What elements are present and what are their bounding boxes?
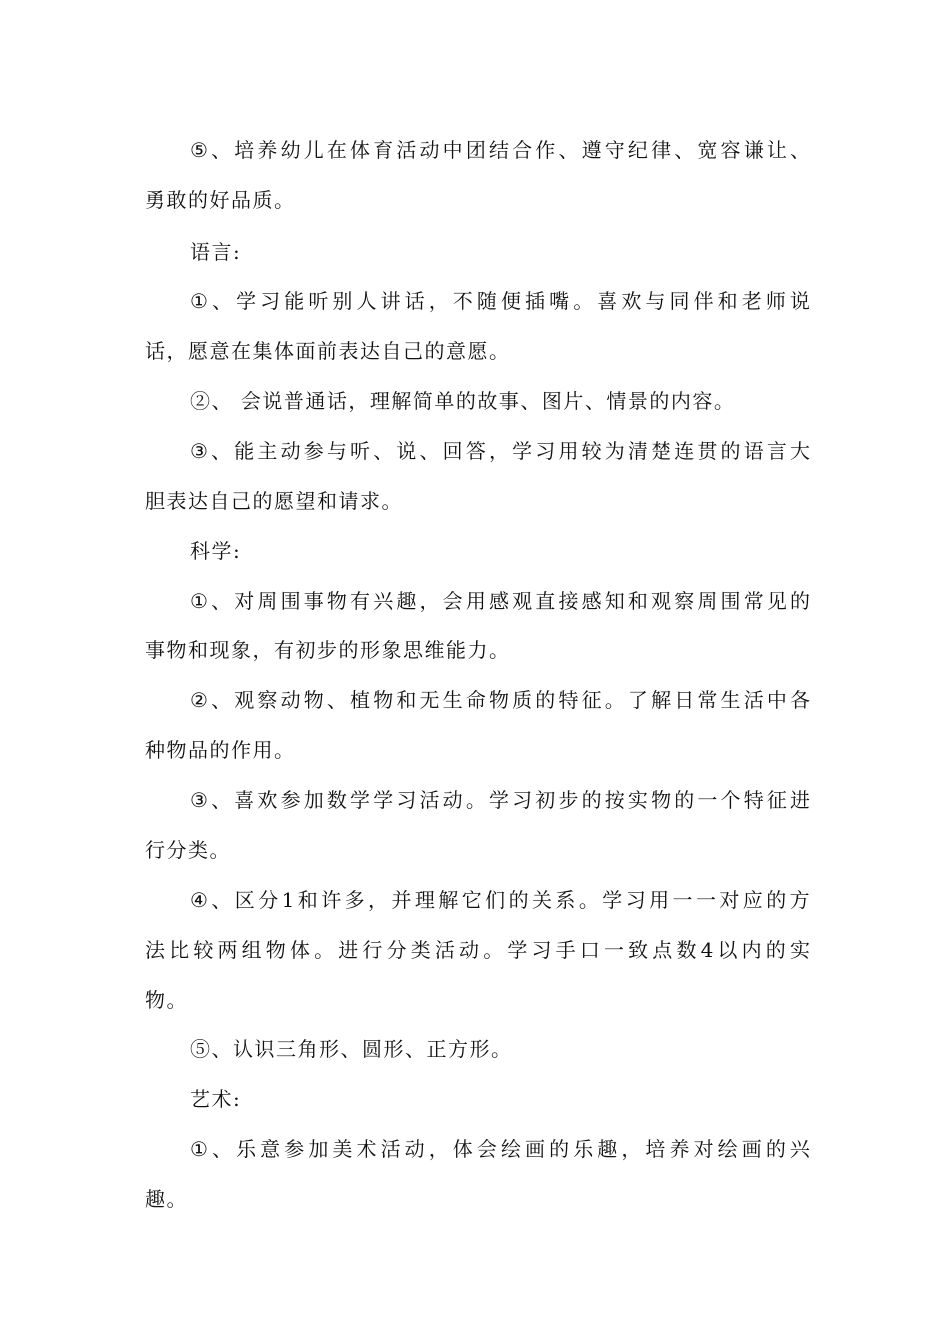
text-glyph: 守 <box>604 138 625 162</box>
text-glyph: 周 <box>697 589 718 613</box>
text-glyph: 特 <box>743 788 764 812</box>
text-glyph: 的 <box>790 589 810 613</box>
text-glyph: 解 <box>438 888 459 912</box>
text-glyph: 伴 <box>693 289 714 313</box>
text-glyph: 对 <box>693 1137 714 1161</box>
text-glyph: 常 <box>743 589 764 613</box>
text-glyph: 结 <box>488 138 509 162</box>
text-glyph: 进 <box>338 938 359 962</box>
text-glyph: 系 <box>555 888 576 912</box>
text-glyph: 中 <box>442 138 463 162</box>
text-glyph: 活 <box>396 138 417 162</box>
text-glyph: 了 <box>627 688 648 712</box>
text-glyph: 学 <box>350 788 371 812</box>
text-glyph: 言 <box>766 439 787 463</box>
text-glyph: 体 <box>289 938 310 962</box>
text-glyph: 便 <box>500 289 521 313</box>
text-glyph: 幼 <box>280 138 301 162</box>
text-glyph: 、 <box>211 888 232 912</box>
text-glyph: 致 <box>628 938 649 962</box>
text-glyph: 解 <box>651 688 672 712</box>
text-glyph: 直 <box>535 589 556 613</box>
text-glyph: 周 <box>257 589 278 613</box>
text-glyph: ② <box>190 688 208 712</box>
text-glyph: 感 <box>488 589 509 613</box>
text-glyph: 知 <box>604 589 625 613</box>
text-glyph: 物 <box>326 589 347 613</box>
text-glyph: 法 <box>145 938 165 962</box>
text-glyph: 。 <box>578 888 599 912</box>
text-glyph: 习 <box>535 439 556 463</box>
text-glyph: 宽 <box>697 138 718 162</box>
text-glyph: 楚 <box>651 439 672 463</box>
text-glyph: 。 <box>314 938 335 962</box>
text-glyph: 动 <box>280 688 301 712</box>
text-glyph: 说 <box>396 439 417 463</box>
text-glyph: 按 <box>604 788 625 812</box>
text-glyph: 动 <box>280 439 301 463</box>
text-glyph: 的 <box>674 788 695 812</box>
paragraph-line: 趣。 <box>145 1187 188 1211</box>
text-glyph: 动 <box>419 138 440 162</box>
text-glyph: 常 <box>697 688 718 712</box>
paragraph-line: ②、 会说普通话，理解简单的故事、图片、情景的内容。 <box>190 389 736 413</box>
text-glyph: 生 <box>442 688 463 712</box>
text-glyph: 绘 <box>500 1137 521 1161</box>
text-glyph: 的 <box>581 788 602 812</box>
text-glyph: 培 <box>234 138 255 162</box>
text-glyph: 、 <box>211 688 232 712</box>
text-glyph: 作 <box>535 138 556 162</box>
text-glyph: 参 <box>284 1137 305 1161</box>
paragraph-line: ⑤、认识三角形、圆形、正方形。 <box>190 1037 513 1061</box>
text-glyph: 实 <box>789 938 810 962</box>
text-glyph: 兴 <box>373 589 394 613</box>
text-glyph: 动 <box>459 938 480 962</box>
text-glyph: 数 <box>676 938 697 962</box>
text-glyph: 物 <box>373 688 394 712</box>
text-glyph: 的 <box>720 439 741 463</box>
text-glyph: 一 <box>672 888 693 912</box>
text-glyph: ④ <box>190 888 208 912</box>
text-glyph: 物 <box>488 688 509 712</box>
text-glyph: ① <box>190 289 208 313</box>
text-glyph: 。 <box>573 289 594 313</box>
section-heading-art: 艺术: <box>190 1087 242 1111</box>
text-glyph: 趣 <box>396 589 417 613</box>
text-glyph: 区 <box>234 888 255 912</box>
text-glyph: 主 <box>257 439 278 463</box>
text-glyph: 围 <box>720 589 741 613</box>
text-glyph: 兴 <box>789 1137 810 1161</box>
text-glyph: ③ <box>190 788 208 812</box>
paragraph-line: 种物品的作用。 <box>145 738 296 762</box>
text-glyph: 多 <box>344 888 365 912</box>
paragraph-line: 事物和现象，有初步的形象思维能力。 <box>145 638 511 662</box>
text-glyph: 类 <box>410 938 431 962</box>
text-glyph: 习 <box>260 289 281 313</box>
text-glyph: ， <box>428 1137 449 1161</box>
text-glyph: 围 <box>280 589 301 613</box>
paragraph-line <box>190 289 810 313</box>
text-glyph: ③ <box>190 439 208 463</box>
text-glyph: 、 <box>211 138 232 162</box>
text-glyph: 和 <box>717 289 738 313</box>
text-glyph: 养 <box>257 138 278 162</box>
text-glyph: 分 <box>386 938 407 962</box>
text-glyph: 大 <box>790 439 810 463</box>
text-glyph: 中 <box>766 688 787 712</box>
text-glyph: 容 <box>720 138 741 162</box>
text-glyph: 参 <box>280 788 301 812</box>
text-glyph: 步 <box>558 788 579 812</box>
text-glyph: 能 <box>234 439 255 463</box>
text-glyph: 观 <box>651 589 672 613</box>
text-glyph: 人 <box>356 289 377 313</box>
text-glyph: 生 <box>720 688 741 712</box>
paragraph-line <box>190 138 810 162</box>
text-glyph: 欢 <box>257 788 278 812</box>
text-glyph: 学 <box>507 938 528 962</box>
text-glyph: 育 <box>373 138 394 162</box>
text-glyph: 以 <box>717 938 738 962</box>
text-glyph: 口 <box>579 938 600 962</box>
text-glyph: 关 <box>532 888 552 912</box>
paragraph-line <box>190 688 810 712</box>
text-glyph: 它 <box>461 888 482 912</box>
text-glyph: 察 <box>257 688 278 712</box>
paragraph-line <box>190 1137 810 1161</box>
text-glyph: 美 <box>332 1137 353 1161</box>
text-glyph: 的 <box>535 688 556 712</box>
text-glyph: 比 <box>169 938 190 962</box>
text-glyph: 嘴 <box>549 289 570 313</box>
text-glyph: 对 <box>234 589 255 613</box>
text-glyph: 分 <box>258 888 279 912</box>
paragraph-line: 物。 <box>145 988 188 1012</box>
paragraph-line: 勇敢的好品质。 <box>145 188 296 212</box>
text-glyph: 手 <box>555 938 576 962</box>
text-glyph: 的 <box>766 888 787 912</box>
text-glyph: 参 <box>303 439 324 463</box>
text-glyph: 学 <box>488 788 509 812</box>
text-glyph: 乐 <box>573 1137 594 1161</box>
text-glyph: 日 <box>674 688 695 712</box>
text-glyph: 听 <box>308 289 329 313</box>
text-glyph: 在 <box>326 138 347 162</box>
text-glyph: 和 <box>396 688 417 712</box>
text-glyph: 物 <box>265 938 286 962</box>
text-glyph: 回 <box>442 439 463 463</box>
text-glyph: ， <box>621 1137 642 1161</box>
text-glyph: 老 <box>741 289 762 313</box>
text-glyph: 较 <box>193 938 214 962</box>
text-glyph: 合 <box>512 138 533 162</box>
text-glyph: 活 <box>434 938 455 962</box>
text-glyph: 的 <box>765 1137 786 1161</box>
text-glyph: 察 <box>674 589 695 613</box>
text-glyph: 一 <box>697 788 718 812</box>
text-glyph: 、 <box>373 439 394 463</box>
text-glyph: 感 <box>581 589 602 613</box>
text-glyph: 并 <box>391 888 412 912</box>
text-glyph: 为 <box>604 439 625 463</box>
text-glyph: 的 <box>549 1137 570 1161</box>
text-glyph: 能 <box>284 289 305 313</box>
text-glyph: 加 <box>303 788 324 812</box>
text-glyph: 接 <box>558 589 579 613</box>
text-glyph: 插 <box>525 289 546 313</box>
text-glyph: 征 <box>766 788 787 812</box>
text-glyph: 学 <box>373 788 394 812</box>
text-glyph: 1 <box>281 888 295 912</box>
text-glyph: 体 <box>350 138 371 162</box>
text-glyph: 动 <box>404 1137 425 1161</box>
text-glyph: 一 <box>695 888 716 912</box>
text-glyph: 习 <box>512 788 533 812</box>
text-glyph: 绘 <box>717 1137 738 1161</box>
text-glyph: 画 <box>525 1137 546 1161</box>
text-glyph: 、 <box>558 138 579 162</box>
text-glyph: 趣 <box>597 1137 618 1161</box>
text-glyph: 加 <box>308 1137 329 1161</box>
text-glyph: 事 <box>303 589 324 613</box>
text-glyph: 习 <box>531 938 552 962</box>
text-glyph: 有 <box>350 589 371 613</box>
text-glyph: 动 <box>442 788 463 812</box>
text-glyph: 许 <box>321 888 342 912</box>
paragraph-line: 行分类。 <box>145 838 231 862</box>
text-glyph: 物 <box>651 788 672 812</box>
text-glyph: ， <box>428 289 449 313</box>
text-glyph: 们 <box>485 888 506 912</box>
text-glyph: 乐 <box>236 1137 257 1161</box>
text-glyph: 对 <box>719 888 740 912</box>
text-glyph: ⑤ <box>190 138 208 162</box>
text-glyph: 学 <box>602 888 623 912</box>
text-glyph: 植 <box>350 688 371 712</box>
section-heading-language: 语言: <box>190 240 242 264</box>
paragraph-line <box>190 589 810 613</box>
text-glyph: 用 <box>558 439 579 463</box>
paragraph-line <box>145 938 810 962</box>
text-glyph: 意 <box>260 1137 281 1161</box>
paragraph-line: 话，愿意在集体面前表达自己的意愿。 <box>145 339 511 363</box>
text-glyph: 随 <box>476 289 497 313</box>
text-glyph: 术 <box>356 1137 377 1161</box>
text-glyph: 团 <box>465 138 486 162</box>
text-glyph: 别 <box>332 289 353 313</box>
text-glyph: 4 <box>700 938 714 962</box>
text-glyph: 、 <box>674 138 695 162</box>
text-glyph: 同 <box>669 289 690 313</box>
text-glyph: 儿 <box>303 138 324 162</box>
text-glyph: 观 <box>512 589 533 613</box>
text-glyph: 应 <box>742 888 763 912</box>
text-glyph: 个 <box>720 788 741 812</box>
text-glyph: 习 <box>396 788 417 812</box>
text-glyph: 说 <box>789 289 810 313</box>
text-glyph: 。 <box>604 688 625 712</box>
text-glyph: 律 <box>651 138 672 162</box>
text-glyph: 语 <box>743 439 764 463</box>
text-glyph: 、 <box>211 439 232 463</box>
text-glyph: 连 <box>674 439 695 463</box>
text-glyph: 不 <box>452 289 473 313</box>
text-glyph: 习 <box>625 888 646 912</box>
section-heading-science: 科学: <box>190 539 242 563</box>
text-glyph: 实 <box>627 788 648 812</box>
text-glyph: 征 <box>581 688 602 712</box>
text-glyph: 用 <box>649 888 670 912</box>
text-glyph: 各 <box>790 688 810 712</box>
text-glyph: 方 <box>789 888 810 912</box>
text-glyph: 、 <box>211 589 232 613</box>
text-glyph: 一 <box>603 938 624 962</box>
text-glyph: 。 <box>465 788 486 812</box>
text-glyph: 让 <box>766 138 787 162</box>
text-glyph: 会 <box>476 1137 497 1161</box>
text-glyph: 学 <box>512 439 533 463</box>
text-glyph: 的 <box>508 888 529 912</box>
text-glyph: 进 <box>790 788 810 812</box>
text-glyph: 会 <box>442 589 463 613</box>
text-glyph: 点 <box>652 938 673 962</box>
text-glyph: 初 <box>535 788 556 812</box>
text-glyph: 、 <box>326 688 347 712</box>
text-glyph: 两 <box>217 938 238 962</box>
text-glyph: 学 <box>236 289 257 313</box>
text-glyph: 答 <box>465 439 486 463</box>
text-glyph: 和 <box>627 589 648 613</box>
text-glyph: 与 <box>645 289 666 313</box>
text-glyph: 特 <box>558 688 579 712</box>
text-glyph: 养 <box>669 1137 690 1161</box>
paragraph-line <box>190 888 810 912</box>
text-glyph: 画 <box>741 1137 762 1161</box>
text-glyph: 欢 <box>621 289 642 313</box>
text-glyph: 与 <box>326 439 347 463</box>
text-glyph: 的 <box>765 938 786 962</box>
paragraph-line <box>190 439 810 463</box>
text-glyph: 和 <box>297 888 318 912</box>
text-glyph: 较 <box>581 439 602 463</box>
text-glyph: 数 <box>326 788 347 812</box>
text-glyph: 遵 <box>581 138 602 162</box>
text-glyph: 观 <box>234 688 255 712</box>
text-glyph: 理 <box>414 888 435 912</box>
text-glyph: 讲 <box>380 289 401 313</box>
text-glyph: 、 <box>790 138 810 162</box>
text-glyph: 用 <box>465 589 486 613</box>
text-glyph: 见 <box>766 589 787 613</box>
text-glyph: 、 <box>212 289 233 313</box>
text-glyph: 命 <box>465 688 486 712</box>
text-glyph: 谦 <box>743 138 764 162</box>
text-glyph: 质 <box>512 688 533 712</box>
text-glyph: ① <box>190 589 208 613</box>
text-glyph: 、 <box>212 1137 233 1161</box>
text-glyph: 话 <box>404 289 425 313</box>
text-glyph: 听 <box>350 439 371 463</box>
paragraph-line: 胆表达自己的愿望和请求。 <box>145 489 403 513</box>
text-glyph: 师 <box>765 289 786 313</box>
text-glyph: 。 <box>483 938 504 962</box>
text-glyph: 体 <box>452 1137 473 1161</box>
text-glyph: 贯 <box>697 439 718 463</box>
text-glyph: 培 <box>645 1137 666 1161</box>
paragraph-line <box>190 788 810 812</box>
text-glyph: ， <box>488 439 509 463</box>
text-glyph: 喜 <box>234 788 255 812</box>
text-glyph: 物 <box>303 688 324 712</box>
text-glyph: 行 <box>362 938 383 962</box>
text-glyph: 活 <box>380 1137 401 1161</box>
text-glyph: 组 <box>241 938 262 962</box>
text-glyph: 喜 <box>597 289 618 313</box>
text-glyph: 、 <box>419 439 440 463</box>
text-glyph: 活 <box>419 788 440 812</box>
text-glyph: 、 <box>211 788 232 812</box>
text-glyph: ① <box>190 1137 208 1161</box>
text-glyph: 内 <box>741 938 762 962</box>
text-glyph: 纪 <box>627 138 648 162</box>
text-glyph: ， <box>368 888 389 912</box>
text-glyph: ， <box>419 589 440 613</box>
text-glyph: 无 <box>419 688 440 712</box>
text-glyph: 活 <box>743 688 764 712</box>
text-glyph: 清 <box>627 439 648 463</box>
